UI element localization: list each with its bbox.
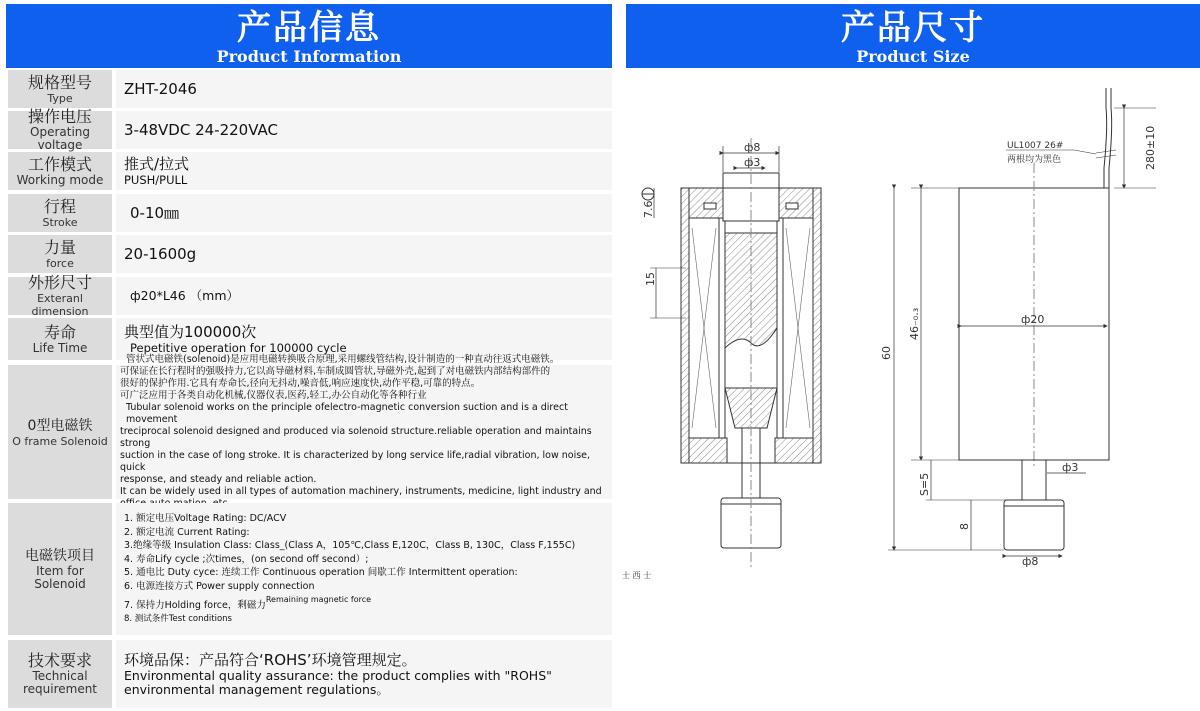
banner-title-cn: 产品信息 xyxy=(237,8,381,48)
row-label xyxy=(8,273,112,318)
item-line: 3.绝缘等级 Insulation Class: Class_(Class A，105℃,Class E,120C，Class B, 130C，Class F,155C) xyxy=(124,540,576,551)
row-label xyxy=(8,365,112,499)
dim-wire-length: 280±10 xyxy=(1144,125,1157,170)
row-mode xyxy=(6,152,612,190)
dim-total-length: 60 xyxy=(880,346,893,360)
label-cn: 0型电磁铁 xyxy=(27,417,93,434)
o-frame-line: treciprocal solenoid designed and produced via solenoid structure.reliable operation and maintains strong xyxy=(120,426,592,449)
mode-value-en: PUSH/PULL xyxy=(124,173,188,187)
item-line: 6. 电源连接方式 Power supply connection xyxy=(124,580,315,592)
item-line: 8. 测试条件Test conditions xyxy=(124,613,232,624)
row-size xyxy=(6,273,612,318)
outline-view xyxy=(880,88,1157,568)
o-frame-line: 很好的保护作用.它具有寿命长,径向无抖动,噪音低,响应速度快,动作平稳,可靠的特点。 xyxy=(120,378,481,389)
row-force xyxy=(6,235,612,273)
item-line: 2. 额定电流 Current Rating: xyxy=(124,526,250,538)
label-cn: 寿命 xyxy=(43,322,76,342)
o-frame-line: It can be widely used in all types of automation machinery, instruments, medicine, light industry and xyxy=(120,486,602,497)
banner-title-en: Product Size xyxy=(856,47,970,66)
wire-note-2: 两根均为黑色 xyxy=(1007,155,1062,165)
dim-d3: ф3 xyxy=(744,156,761,169)
label-cn: 力量 xyxy=(43,237,76,257)
label-en: Solenoid xyxy=(34,577,86,591)
row-label xyxy=(8,235,112,273)
dim-body-length: 46₋₀.₃ xyxy=(908,307,921,340)
dim-cap-dia: ф8 xyxy=(1022,555,1039,568)
label-en: O frame Solenoid xyxy=(12,434,108,448)
terminal-left xyxy=(704,203,716,209)
o-frame-line: 可保证在长行程时的强吸持力,它以高导磁材料,车制成圆管状,导磁外壳,起到了对电磁铁内部结构部件的 xyxy=(120,366,551,377)
label-cn: 技术要求 xyxy=(27,651,92,670)
label-en: Operating voltage xyxy=(30,125,90,152)
section-view xyxy=(622,138,821,580)
section-bottom-plate-right xyxy=(775,438,813,463)
item-line: 5. 通电比 Duty cyce: 连续工作 Continuous operation 间歇工作 Intermittent operation: xyxy=(124,567,518,578)
row-value xyxy=(116,70,612,108)
label-en: Technical xyxy=(32,669,88,683)
row-o-frame xyxy=(6,354,612,499)
size-value: ф20*L46 （mm） xyxy=(130,288,240,303)
row-value xyxy=(116,111,612,149)
label-cn: 电磁铁项目 xyxy=(25,548,95,564)
life-value-en: Pepetitive operation for 100000 cycle xyxy=(130,341,347,355)
dim-d8: ф8 xyxy=(744,141,761,154)
row-stroke xyxy=(6,194,612,232)
wire-1 xyxy=(1104,108,1107,188)
row-type xyxy=(6,70,612,108)
dim-7-6: 7.6 xyxy=(642,200,655,218)
row-value xyxy=(116,152,612,190)
item-line xyxy=(124,593,604,613)
solenoid-drawing-svg xyxy=(622,68,1200,711)
item-line: 1. 额定电压Voltage Rating: DC/ACV xyxy=(124,513,287,524)
force-value: 20-1600g xyxy=(124,245,197,263)
o-frame-line: response, and steady and reliable action. xyxy=(120,474,317,485)
section-right-wall xyxy=(813,188,821,463)
tech-value-cn: 环境品保：产品符合‘ROHS’环境管理规定。 xyxy=(124,651,417,669)
section-left-wall xyxy=(681,188,689,463)
label-en: requirement xyxy=(22,682,98,696)
label-en: Life Time xyxy=(32,340,88,355)
label-cn: 行程 xyxy=(43,196,76,216)
voltage-value: 3-48VDC 24-220VAC xyxy=(124,121,278,139)
banner-title-en: Product Information xyxy=(216,47,402,66)
dim-body-dia: ф20 xyxy=(1021,313,1045,326)
wire-2 xyxy=(1109,108,1112,188)
o-frame-line: Tubular solenoid works on the principle ofelectro-magnetic conversion suction and is a direct movement xyxy=(126,402,568,425)
row-tech xyxy=(6,640,612,708)
product-size-banner xyxy=(626,4,1200,68)
wire-note-1: UL1007 26# xyxy=(1007,141,1064,151)
row-voltage xyxy=(6,107,612,152)
dimension-drawing xyxy=(622,68,1200,711)
row-label xyxy=(8,107,112,152)
tech-value-en: Environmental quality assurance: the product complies with "ROHS" xyxy=(124,668,552,683)
row-value xyxy=(116,503,612,635)
row-label xyxy=(8,318,112,360)
dim-stroke: S=5 xyxy=(918,472,931,496)
product-information-banner xyxy=(6,4,612,68)
label-cn: 工作模式 xyxy=(27,154,92,174)
item-line-sup: Remaining magnetic force xyxy=(265,595,372,604)
mode-value-cn: 推式/拉式 xyxy=(124,155,190,173)
banner-title-cn: 产品尺寸 xyxy=(841,8,985,48)
dim-15: 15 xyxy=(644,272,657,286)
row-items xyxy=(6,503,612,635)
label-cn: 操作电压 xyxy=(27,107,92,126)
row-label xyxy=(8,503,112,635)
row-value xyxy=(116,194,612,232)
dim-shaft-dia: ф3 xyxy=(1062,461,1079,474)
row-label xyxy=(8,640,112,708)
label-en: Exteranl dimension xyxy=(31,292,89,318)
label-en: Working mode xyxy=(16,172,104,187)
terminal-right xyxy=(786,203,798,209)
o-frame-line: suction in the case of long stroke. It is characterized by long service life,radial vibration, low noise, quick xyxy=(120,450,591,473)
o-frame-line: 管状式电磁铁(solenoid)是应用电磁转换吸合原理,采用螺线管结构,设计制造的一种直动往返式电磁铁。 xyxy=(126,354,560,365)
row-value xyxy=(116,235,612,273)
row-label xyxy=(8,152,112,190)
label-en: force xyxy=(46,256,74,270)
o-frame-line: 可广泛应用于各类自动化机械,仪器仪表,医药,轻工,办公自动化等各种行业 xyxy=(120,390,427,401)
row-label xyxy=(8,70,112,108)
outline-cap xyxy=(1004,500,1064,550)
dim-cap-length: 8 xyxy=(958,523,971,530)
stroke-value: 0-10㎜ xyxy=(130,204,180,222)
section-bottom-plate-left xyxy=(689,438,727,463)
label-cn: 外形尺寸 xyxy=(27,273,92,292)
row-value xyxy=(116,354,612,499)
label-en: Type xyxy=(47,91,73,105)
life-value-cn: 典型值为100000次 xyxy=(124,323,257,341)
stray-text: 士 西 士 xyxy=(622,571,652,580)
label-en: Stroke xyxy=(42,215,78,229)
tech-value-en: environmental management regulations。 xyxy=(124,682,389,697)
row-value xyxy=(116,640,612,708)
label-cn: 规格型号 xyxy=(27,72,92,92)
row-label xyxy=(8,194,112,232)
label-en: Item for xyxy=(36,564,84,578)
item-line-text: 7. 保持力Holding force，剩磁力 xyxy=(124,600,266,611)
row-value xyxy=(116,277,612,315)
item-line: 4. 寿命Lify cycle ;次times，(on second off second）; xyxy=(124,553,369,565)
type-value: ZHT-2046 xyxy=(124,80,197,98)
